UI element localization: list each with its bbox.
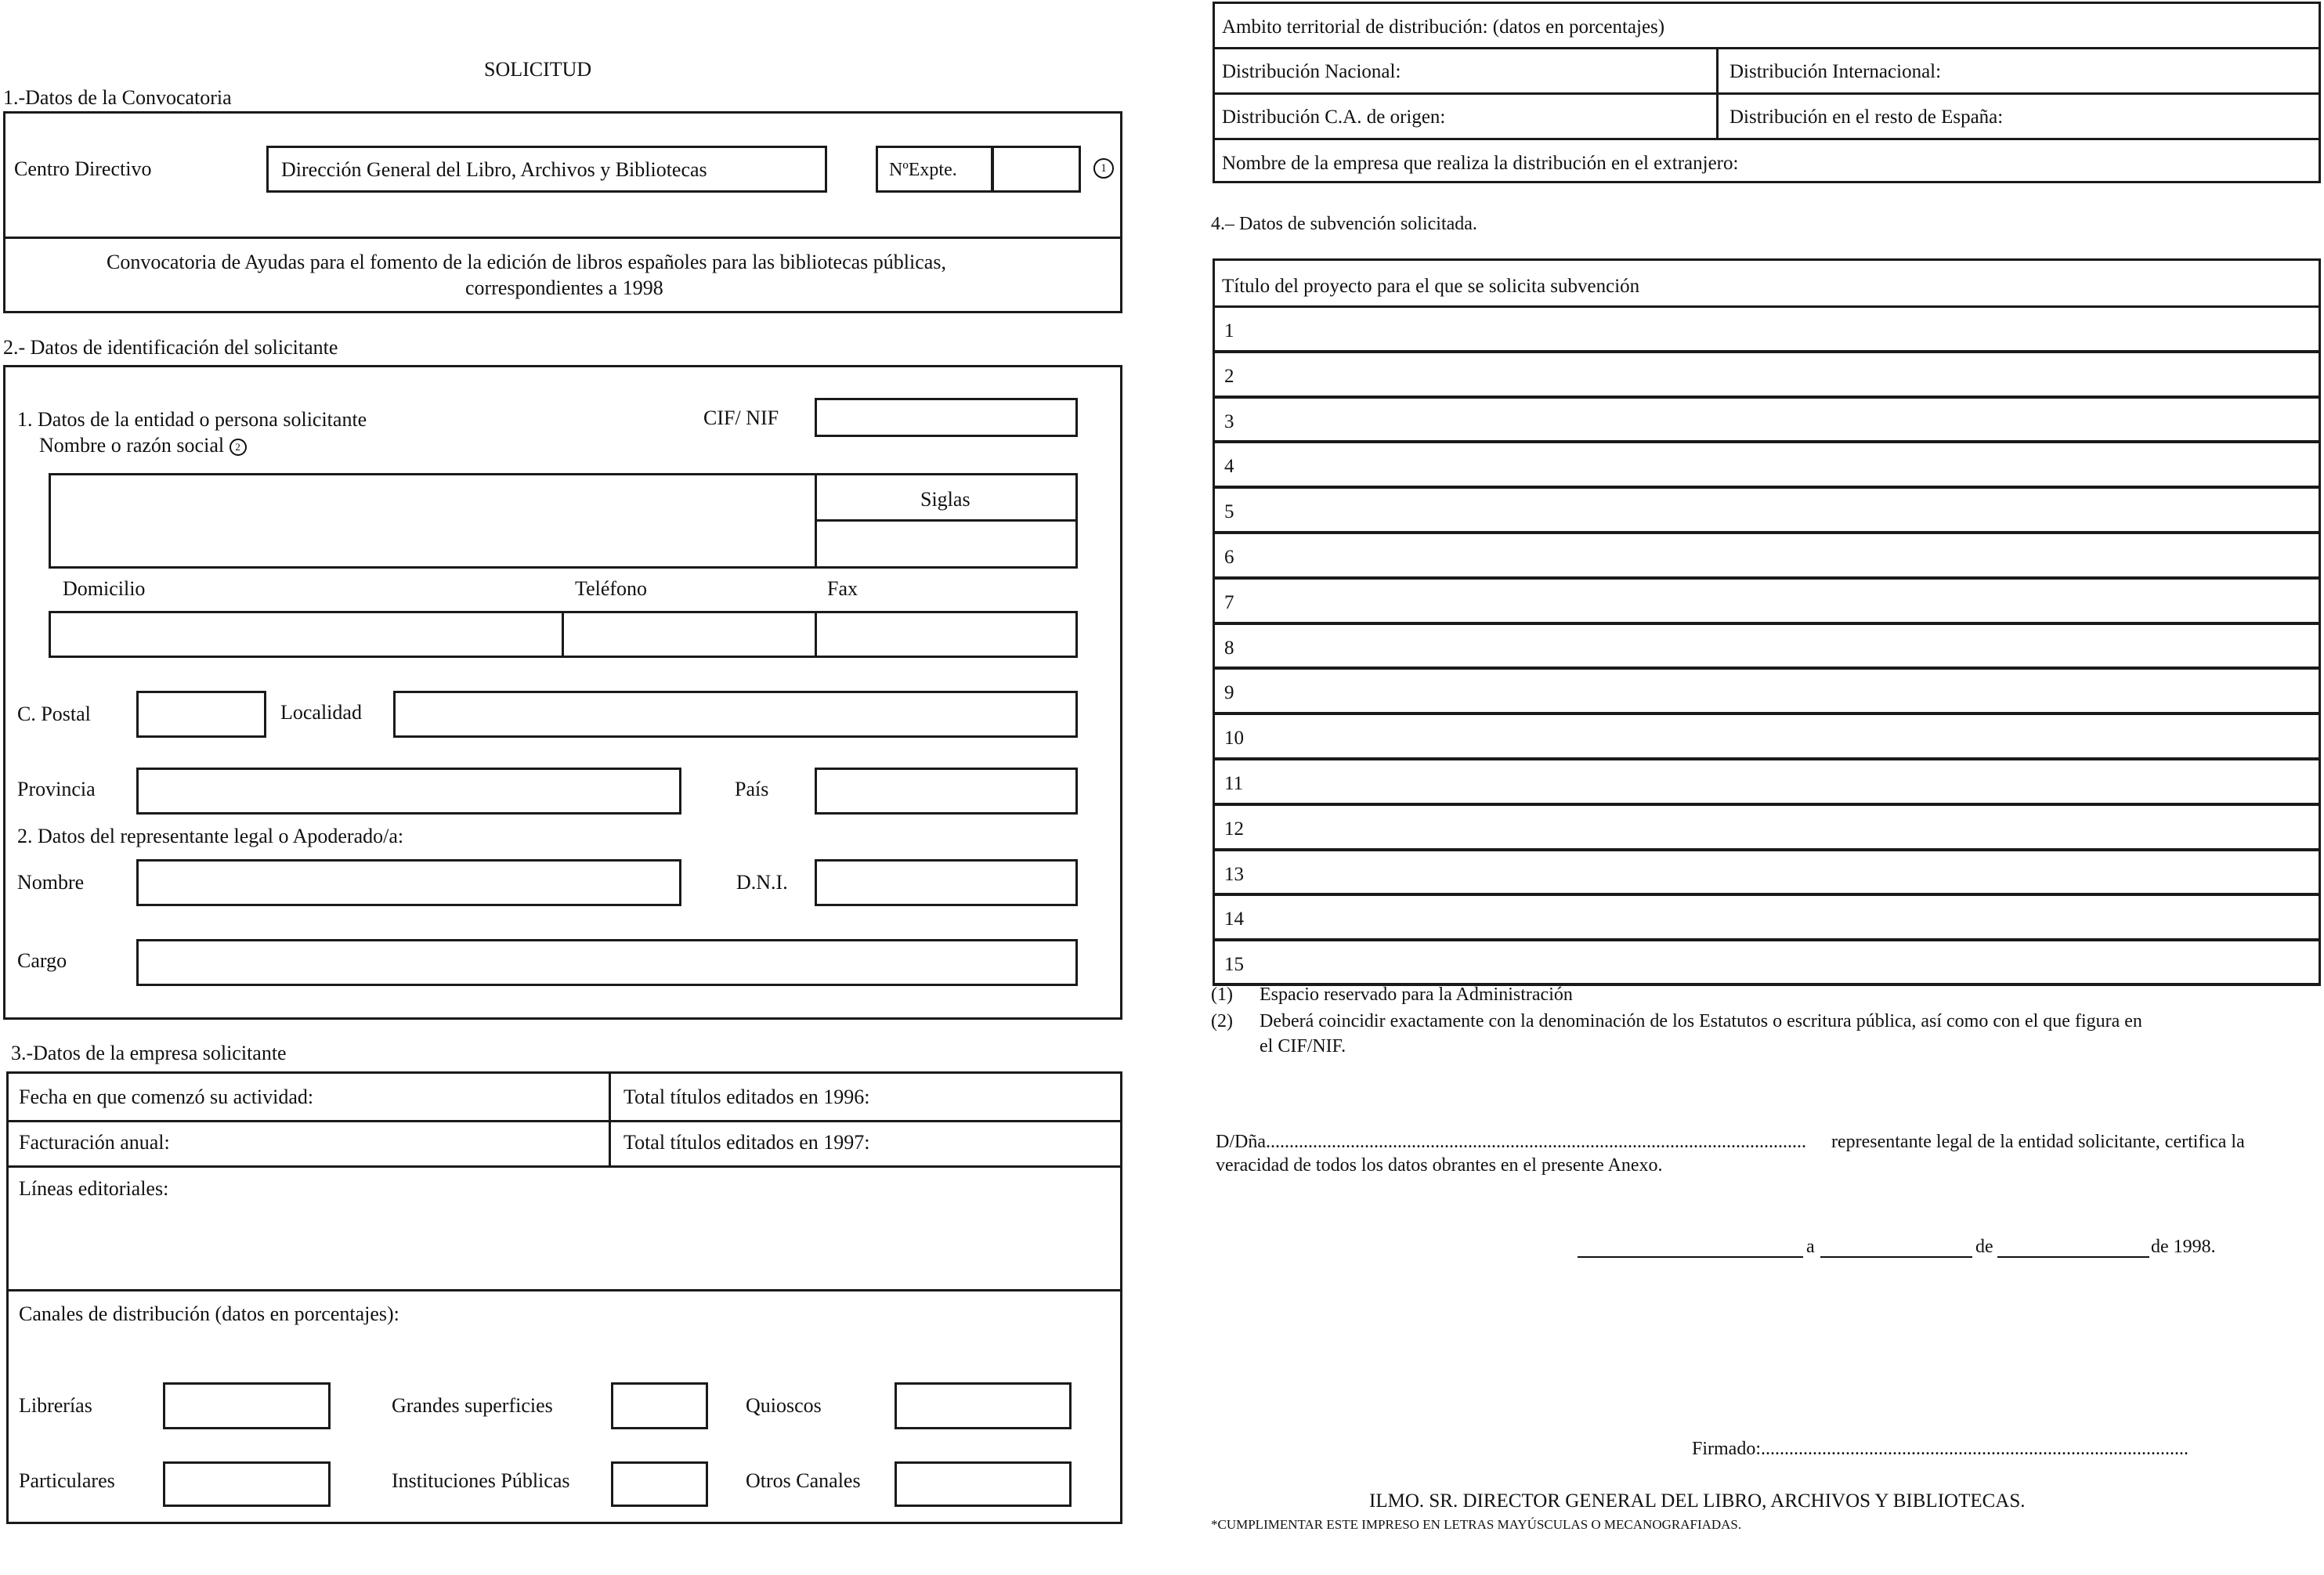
nombre-razon-field[interactable] — [49, 473, 819, 569]
section-3-row-divider-3 — [6, 1289, 1122, 1291]
cpostal-label: C. Postal — [17, 703, 91, 725]
telefono-field[interactable] — [562, 611, 817, 658]
representative-subheading: 2. Datos del representante legal o Apoderado/a: — [17, 825, 404, 847]
distribucion-nacional-label: Distribución Nacional: — [1222, 61, 1401, 82]
dni-field[interactable] — [815, 859, 1078, 906]
section-3-box — [6, 1071, 1122, 1524]
centro-directivo-field[interactable] — [266, 146, 827, 193]
cif-nif-label: CIF/ NIF — [703, 406, 779, 429]
section-4-heading: 4.– Datos de subvención solicitada. — [1211, 214, 1477, 234]
subvencion-row-number: 10 — [1224, 728, 1244, 750]
subvencion-row-number: 2 — [1224, 365, 1234, 387]
place-blank[interactable] — [1578, 1256, 1803, 1258]
note-2-circle: 2 — [230, 439, 247, 456]
cif-nif-field[interactable] — [815, 398, 1078, 437]
lineas-editoriales-label: Líneas editoriales: — [19, 1177, 169, 1200]
subvencion-row[interactable] — [1213, 577, 2321, 624]
ambito-divider-2 — [1213, 92, 2321, 95]
dna-label: D/Dña. — [1216, 1132, 1270, 1152]
section-3-heading: 3.-Datos de la empresa solicitante — [11, 1042, 287, 1064]
subvencion-row[interactable] — [1213, 623, 2321, 670]
subvencion-row[interactable] — [1213, 351, 2321, 398]
month-blank[interactable] — [1997, 1256, 2149, 1258]
addressee: ILMO. SR. DIRECTOR GENERAL DEL LIBRO, ARCHIVOS Y BIBLIOTECAS. — [1369, 1490, 2026, 1512]
siglas-label: Siglas — [920, 488, 970, 511]
cpostal-field[interactable] — [136, 691, 266, 738]
instituciones-label: Instituciones Públicas — [392, 1469, 570, 1492]
ambito-divider-3 — [1213, 138, 2321, 140]
subvencion-row-number: 15 — [1224, 954, 1244, 976]
cargo-label: Cargo — [17, 949, 67, 972]
ambito-heading: Ambito territorial de distribución: (datos en porcentajes) — [1222, 16, 1665, 38]
centro-directivo-label: Centro Directivo — [14, 157, 152, 180]
subvencion-table-header: Título del proyecto para el que se solicita subvención — [1222, 276, 1640, 297]
ambito-divider-1 — [1213, 47, 2321, 49]
pais-label: País — [735, 778, 769, 800]
subvencion-row[interactable] — [1213, 532, 2321, 579]
expte-label: NºExpte. — [889, 160, 957, 180]
canales-label: Canales de distribución (datos en porcentajes): — [19, 1302, 399, 1325]
distribucion-ca-label: Distribución C.A. de origen: — [1222, 107, 1446, 128]
subvencion-row-number: 5 — [1224, 501, 1234, 523]
quioscos-label: Quioscos — [746, 1394, 822, 1417]
distribucion-internacional-label: Distribución Internacional: — [1729, 61, 1942, 82]
subvencion-row[interactable] — [1213, 396, 2321, 443]
section-1-heading: 1.-Datos de la Convocatoria — [3, 86, 232, 109]
section-1-divider — [3, 237, 1122, 239]
rep-nombre-label: Nombre — [17, 871, 85, 894]
note-1-circle: 1 — [1093, 158, 1114, 179]
quioscos-field[interactable] — [895, 1382, 1072, 1429]
note-1-marker — [1093, 157, 1114, 179]
date-de-label: de — [1975, 1237, 1993, 1257]
grandes-superficies-field[interactable] — [611, 1382, 708, 1429]
subvencion-row[interactable] — [1213, 441, 2321, 488]
domicilio-label: Domicilio — [63, 577, 146, 600]
section-3-row-divider-1 — [6, 1120, 1122, 1122]
otros-canales-field[interactable] — [895, 1461, 1072, 1507]
provincia-label: Provincia — [17, 778, 96, 800]
note-2-text-line-2: el CIF/NIF. — [1260, 1036, 1346, 1057]
dni-label: D.N.I. — [736, 871, 788, 894]
subvencion-row[interactable] — [1213, 894, 2321, 941]
librerias-field[interactable] — [163, 1382, 331, 1429]
grandes-superficies-label: Grandes superficies — [392, 1394, 553, 1417]
subvencion-row-number: 12 — [1224, 818, 1244, 840]
siglas-header — [815, 473, 1078, 522]
dna-name-blank[interactable]: .................................................................................................................. — [1270, 1132, 1806, 1151]
subvencion-row-number: 13 — [1224, 863, 1244, 885]
nombre-razon-label — [39, 435, 247, 456]
subvencion-row[interactable] — [1213, 849, 2321, 896]
subvencion-row-number: 7 — [1224, 591, 1234, 613]
instituciones-field[interactable] — [611, 1461, 708, 1507]
localidad-field[interactable] — [393, 691, 1078, 738]
subvencion-row-number: 14 — [1224, 909, 1244, 930]
pais-field[interactable] — [815, 768, 1078, 815]
certification-line-2: veracidad de todos los datos obrantes en el presente Anexo. — [1216, 1155, 1663, 1176]
subvencion-row-number: 11 — [1224, 773, 1244, 794]
note-1-text: Espacio reservado para la Administración — [1260, 984, 1573, 1005]
subvencion-row-number: 8 — [1224, 637, 1234, 659]
fax-field[interactable] — [815, 611, 1078, 658]
subvencion-row[interactable] — [1213, 939, 2321, 986]
facturacion-label: Facturación anual: — [19, 1131, 170, 1154]
empresa-extranjero-label: Nombre de la empresa que realiza la distribución en el extranjero: — [1222, 153, 1739, 174]
subvencion-row-number: 1 — [1224, 320, 1234, 341]
siglas-field[interactable] — [815, 519, 1078, 569]
convocatoria-line-1: Convocatoria de Ayudas para el fomento de la edición de libros españoles para las bibliotecas públicas, — [107, 251, 946, 273]
day-blank[interactable] — [1820, 1256, 1972, 1258]
convocatoria-line-2: correspondientes a 1998 — [465, 276, 663, 299]
lineas-editoriales-area[interactable] — [9, 1198, 1119, 1288]
otros-canales-label: Otros Canales — [746, 1469, 861, 1492]
distribucion-resto-label: Distribución en el resto de España: — [1729, 107, 2004, 128]
date-year-label: de 1998. — [2151, 1237, 2216, 1257]
subvencion-row-number: 3 — [1224, 410, 1234, 432]
entity-subheading: 1. Datos de la entidad o persona solicitante — [17, 408, 367, 431]
nombre-razon-text: Nombre o razón social — [39, 434, 225, 457]
particulares-field[interactable] — [163, 1461, 331, 1507]
telefono-label: Teléfono — [575, 577, 648, 600]
total-1997-label: Total títulos editados en 1997: — [623, 1131, 870, 1154]
note-2-text-line-1: Deberá coincidir exactamente con la denominación de los Estatutos o escritura pública, así como con el que figura en — [1260, 1011, 2142, 1031]
subvencion-row-number: 9 — [1224, 682, 1234, 704]
rep-nombre-field[interactable] — [136, 859, 681, 906]
particulares-label: Particulares — [19, 1469, 115, 1492]
expte-label-box — [876, 146, 993, 193]
subvencion-row[interactable] — [1213, 667, 2321, 714]
subvencion-row[interactable] — [1213, 486, 2321, 533]
date-a-label: a — [1806, 1237, 1815, 1257]
section-3-row-divider-2 — [6, 1165, 1122, 1168]
fecha-actividad-label: Fecha en que comenzó su actividad: — [19, 1086, 314, 1108]
total-1996-label: Total títulos editados en 1996: — [623, 1086, 870, 1108]
subvencion-row[interactable] — [1213, 758, 2321, 805]
ambito-col-divider — [1716, 47, 1719, 139]
section-3-col-divider — [609, 1071, 611, 1167]
subvencion-row[interactable] — [1213, 713, 2321, 760]
subvencion-row[interactable] — [1213, 804, 2321, 851]
firmado-label: Firmado: — [1692, 1439, 1761, 1459]
note-2-number: (2) — [1211, 1011, 1233, 1031]
provincia-field[interactable] — [136, 768, 681, 815]
librerias-label: Librerías — [19, 1394, 92, 1417]
cargo-field[interactable] — [136, 939, 1078, 986]
section-2-heading: 2.- Datos de identificación del solicitante — [3, 336, 338, 359]
fax-label: Fax — [827, 577, 858, 600]
subvencion-row-number: 4 — [1224, 456, 1234, 478]
certification-line-1 — [1216, 1132, 2245, 1151]
certification-text: representante legal de la entidad solicitante, certifica la — [1831, 1132, 2245, 1152]
firmado-blank[interactable]: ........................................................................................... — [1761, 1440, 2188, 1458]
centro-directivo-value: Dirección General del Libro, Archivos y Bibliotecas — [281, 158, 707, 181]
expte-field[interactable] — [992, 146, 1081, 193]
note-1-number: (1) — [1211, 984, 1233, 1005]
firmado-line — [1692, 1440, 2215, 1458]
footnote: *CUMPLIMENTAR ESTE IMPRESO EN LETRAS MAYÚSCULAS O MECANOGRAFIADAS. — [1211, 1517, 1742, 1532]
subvencion-row[interactable] — [1213, 305, 2321, 352]
subvencion-row-number: 6 — [1224, 547, 1234, 568]
domicilio-field[interactable] — [49, 611, 564, 658]
localidad-label: Localidad — [280, 701, 362, 724]
form-title: SOLICITUD — [484, 58, 592, 81]
